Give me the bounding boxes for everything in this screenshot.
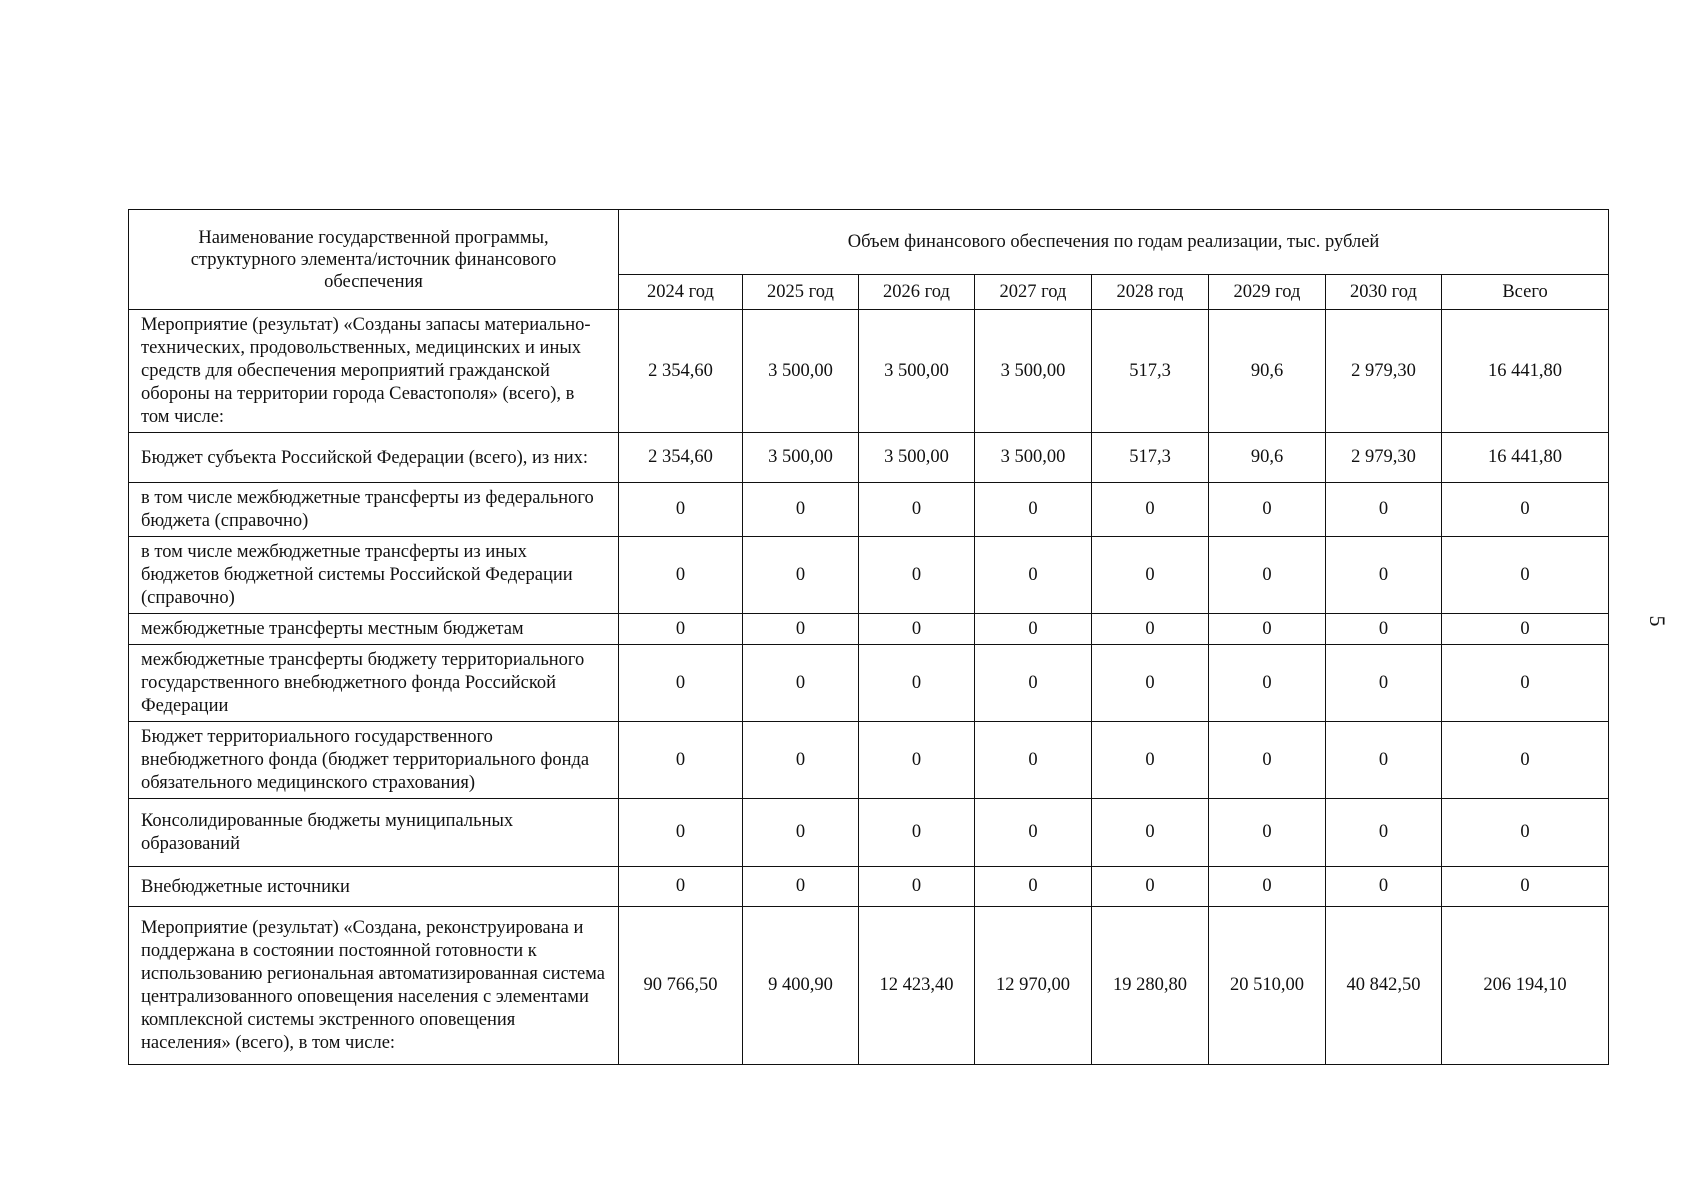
row-value-cell: 90 766,50 bbox=[619, 907, 743, 1065]
row-value-cell: 0 bbox=[1326, 722, 1442, 799]
row-value-cell: 0 bbox=[1092, 483, 1209, 537]
row-value-cell: 0 bbox=[743, 867, 859, 907]
table-body bbox=[129, 310, 1609, 1065]
row-value-cell: 0 bbox=[619, 799, 743, 867]
row-value-cell: 0 bbox=[975, 867, 1092, 907]
table-row bbox=[129, 483, 1609, 537]
row-total-cell: 16 441,80 bbox=[1442, 310, 1609, 433]
row-value-cell: 517,3 bbox=[1092, 433, 1209, 483]
table-row bbox=[129, 433, 1609, 483]
row-total-cell: 206 194,10 bbox=[1442, 907, 1609, 1065]
row-value-cell: 0 bbox=[1209, 614, 1326, 645]
row-value-cell: 0 bbox=[859, 799, 975, 867]
row-value-cell: 0 bbox=[619, 483, 743, 537]
row-value-cell: 0 bbox=[1092, 614, 1209, 645]
row-value-cell: 0 bbox=[743, 645, 859, 722]
table-row bbox=[129, 614, 1609, 645]
row-value-cell: 0 bbox=[975, 483, 1092, 537]
row-value-cell: 0 bbox=[1092, 645, 1209, 722]
row-value-cell: 0 bbox=[859, 537, 975, 614]
row-total-cell: 0 bbox=[1442, 867, 1609, 907]
row-value-cell: 0 bbox=[743, 537, 859, 614]
row-name-cell: межбюджетные трансферты местным бюджетам bbox=[129, 614, 619, 645]
row-value-cell: 0 bbox=[619, 867, 743, 907]
year-header: 2029 год bbox=[1209, 275, 1326, 310]
row-value-cell: 0 bbox=[1092, 799, 1209, 867]
row-value-cell: 0 bbox=[1326, 799, 1442, 867]
row-value-cell: 90,6 bbox=[1209, 310, 1326, 433]
row-value-cell: 0 bbox=[975, 645, 1092, 722]
row-value-cell: 3 500,00 bbox=[743, 310, 859, 433]
row-name-cell: в том числе межбюджетные трансферты из федерального бюджета (справочно) bbox=[129, 483, 619, 537]
row-value-cell: 0 bbox=[1092, 722, 1209, 799]
row-value-cell: 0 bbox=[619, 645, 743, 722]
table-row bbox=[129, 907, 1609, 1065]
header-name-cell: Наименование государственной программы, структурного элемента/источник финансового обеспечения bbox=[129, 210, 619, 310]
row-value-cell: 0 bbox=[1209, 799, 1326, 867]
year-header: 2030 год bbox=[1326, 275, 1442, 310]
year-header: 2025 год bbox=[743, 275, 859, 310]
row-value-cell: 517,3 bbox=[1092, 310, 1209, 433]
year-header: 2024 год bbox=[619, 275, 743, 310]
row-total-cell: 16 441,80 bbox=[1442, 433, 1609, 483]
row-value-cell: 0 bbox=[975, 799, 1092, 867]
year-header-total: Всего bbox=[1442, 275, 1609, 310]
row-name-cell: Мероприятие (результат) «Создана, реконструирована и поддержана в состоянии постоянной готовности к использованию региональная автоматизированная система централизованного оповещения населения с элементами комплексной системы экстренного оповещения населения» (всего), в том числе: bbox=[129, 907, 619, 1065]
row-value-cell: 0 bbox=[859, 645, 975, 722]
row-value-cell: 0 bbox=[859, 867, 975, 907]
row-value-cell: 0 bbox=[743, 614, 859, 645]
row-value-cell: 0 bbox=[1326, 483, 1442, 537]
row-value-cell: 0 bbox=[859, 614, 975, 645]
row-total-cell: 0 bbox=[1442, 799, 1609, 867]
row-name-cell: Бюджет субъекта Российской Федерации (всего), из них: bbox=[129, 433, 619, 483]
row-value-cell: 0 bbox=[975, 614, 1092, 645]
row-name-cell: межбюджетные трансферты бюджету территориального государственного внебюджетного фонда Российской Федерации bbox=[129, 645, 619, 722]
row-value-cell: 0 bbox=[1209, 537, 1326, 614]
row-value-cell: 0 bbox=[859, 722, 975, 799]
row-value-cell: 12 970,00 bbox=[975, 907, 1092, 1065]
row-value-cell: 0 bbox=[1326, 645, 1442, 722]
year-header: 2028 год bbox=[1092, 275, 1209, 310]
row-value-cell: 2 354,60 bbox=[619, 310, 743, 433]
row-value-cell: 3 500,00 bbox=[859, 433, 975, 483]
row-value-cell: 2 354,60 bbox=[619, 433, 743, 483]
row-value-cell: 0 bbox=[743, 722, 859, 799]
row-value-cell: 0 bbox=[1326, 867, 1442, 907]
row-value-cell: 0 bbox=[975, 537, 1092, 614]
row-value-cell: 9 400,90 bbox=[743, 907, 859, 1065]
row-value-cell: 3 500,00 bbox=[743, 433, 859, 483]
row-total-cell: 0 bbox=[1442, 614, 1609, 645]
row-name-cell: Внебюджетные источники bbox=[129, 867, 619, 907]
header-volume-cell: Объем финансового обеспечения по годам реализации, тыс. рублей bbox=[619, 210, 1609, 275]
row-name-cell: в том числе межбюджетные трансферты из иных бюджетов бюджетной системы Российской Федерации (справочно) bbox=[129, 537, 619, 614]
row-value-cell: 0 bbox=[1092, 537, 1209, 614]
row-name-cell: Консолидированные бюджеты муниципальных образований bbox=[129, 799, 619, 867]
row-value-cell: 12 423,40 bbox=[859, 907, 975, 1065]
financing-table bbox=[128, 209, 1609, 1065]
row-total-cell: 0 bbox=[1442, 537, 1609, 614]
row-value-cell: 90,6 bbox=[1209, 433, 1326, 483]
table-row bbox=[129, 645, 1609, 722]
row-total-cell: 0 bbox=[1442, 645, 1609, 722]
row-value-cell: 0 bbox=[859, 483, 975, 537]
row-value-cell: 2 979,30 bbox=[1326, 310, 1442, 433]
row-name-cell: Бюджет территориального государственного внебюджетного фонда (бюджет территориального фонда обязательного медицинского страхования) bbox=[129, 722, 619, 799]
row-value-cell: 0 bbox=[1326, 614, 1442, 645]
table-row bbox=[129, 722, 1609, 799]
row-total-cell: 0 bbox=[1442, 722, 1609, 799]
year-header: 2026 год bbox=[859, 275, 975, 310]
row-value-cell: 20 510,00 bbox=[1209, 907, 1326, 1065]
row-value-cell: 0 bbox=[1092, 867, 1209, 907]
row-value-cell: 0 bbox=[1209, 867, 1326, 907]
row-value-cell: 0 bbox=[619, 537, 743, 614]
row-value-cell: 2 979,30 bbox=[1326, 433, 1442, 483]
row-value-cell: 0 bbox=[619, 614, 743, 645]
row-name-cell: Мероприятие (результат) «Созданы запасы материально-технических, продовольственных, медицинских и иных средств для обеспечения мероприятий гражданской обороны на территории города Севастополя» (всего), в том числе: bbox=[129, 310, 619, 433]
table-row bbox=[129, 310, 1609, 433]
row-value-cell: 3 500,00 bbox=[975, 433, 1092, 483]
row-value-cell: 0 bbox=[1209, 483, 1326, 537]
row-value-cell: 3 500,00 bbox=[975, 310, 1092, 433]
page-number: 5 bbox=[1645, 615, 1670, 627]
row-value-cell: 0 bbox=[743, 483, 859, 537]
table-row bbox=[129, 799, 1609, 867]
row-value-cell: 0 bbox=[1209, 645, 1326, 722]
row-value-cell: 19 280,80 bbox=[1092, 907, 1209, 1065]
row-value-cell: 40 842,50 bbox=[1326, 907, 1442, 1065]
row-value-cell: 0 bbox=[975, 722, 1092, 799]
row-value-cell: 3 500,00 bbox=[859, 310, 975, 433]
row-value-cell: 0 bbox=[743, 799, 859, 867]
year-header: 2027 год bbox=[975, 275, 1092, 310]
row-value-cell: 0 bbox=[1209, 722, 1326, 799]
row-total-cell: 0 bbox=[1442, 483, 1609, 537]
row-value-cell: 0 bbox=[1326, 537, 1442, 614]
table-row bbox=[129, 867, 1609, 907]
row-value-cell: 0 bbox=[619, 722, 743, 799]
table-row bbox=[129, 537, 1609, 614]
